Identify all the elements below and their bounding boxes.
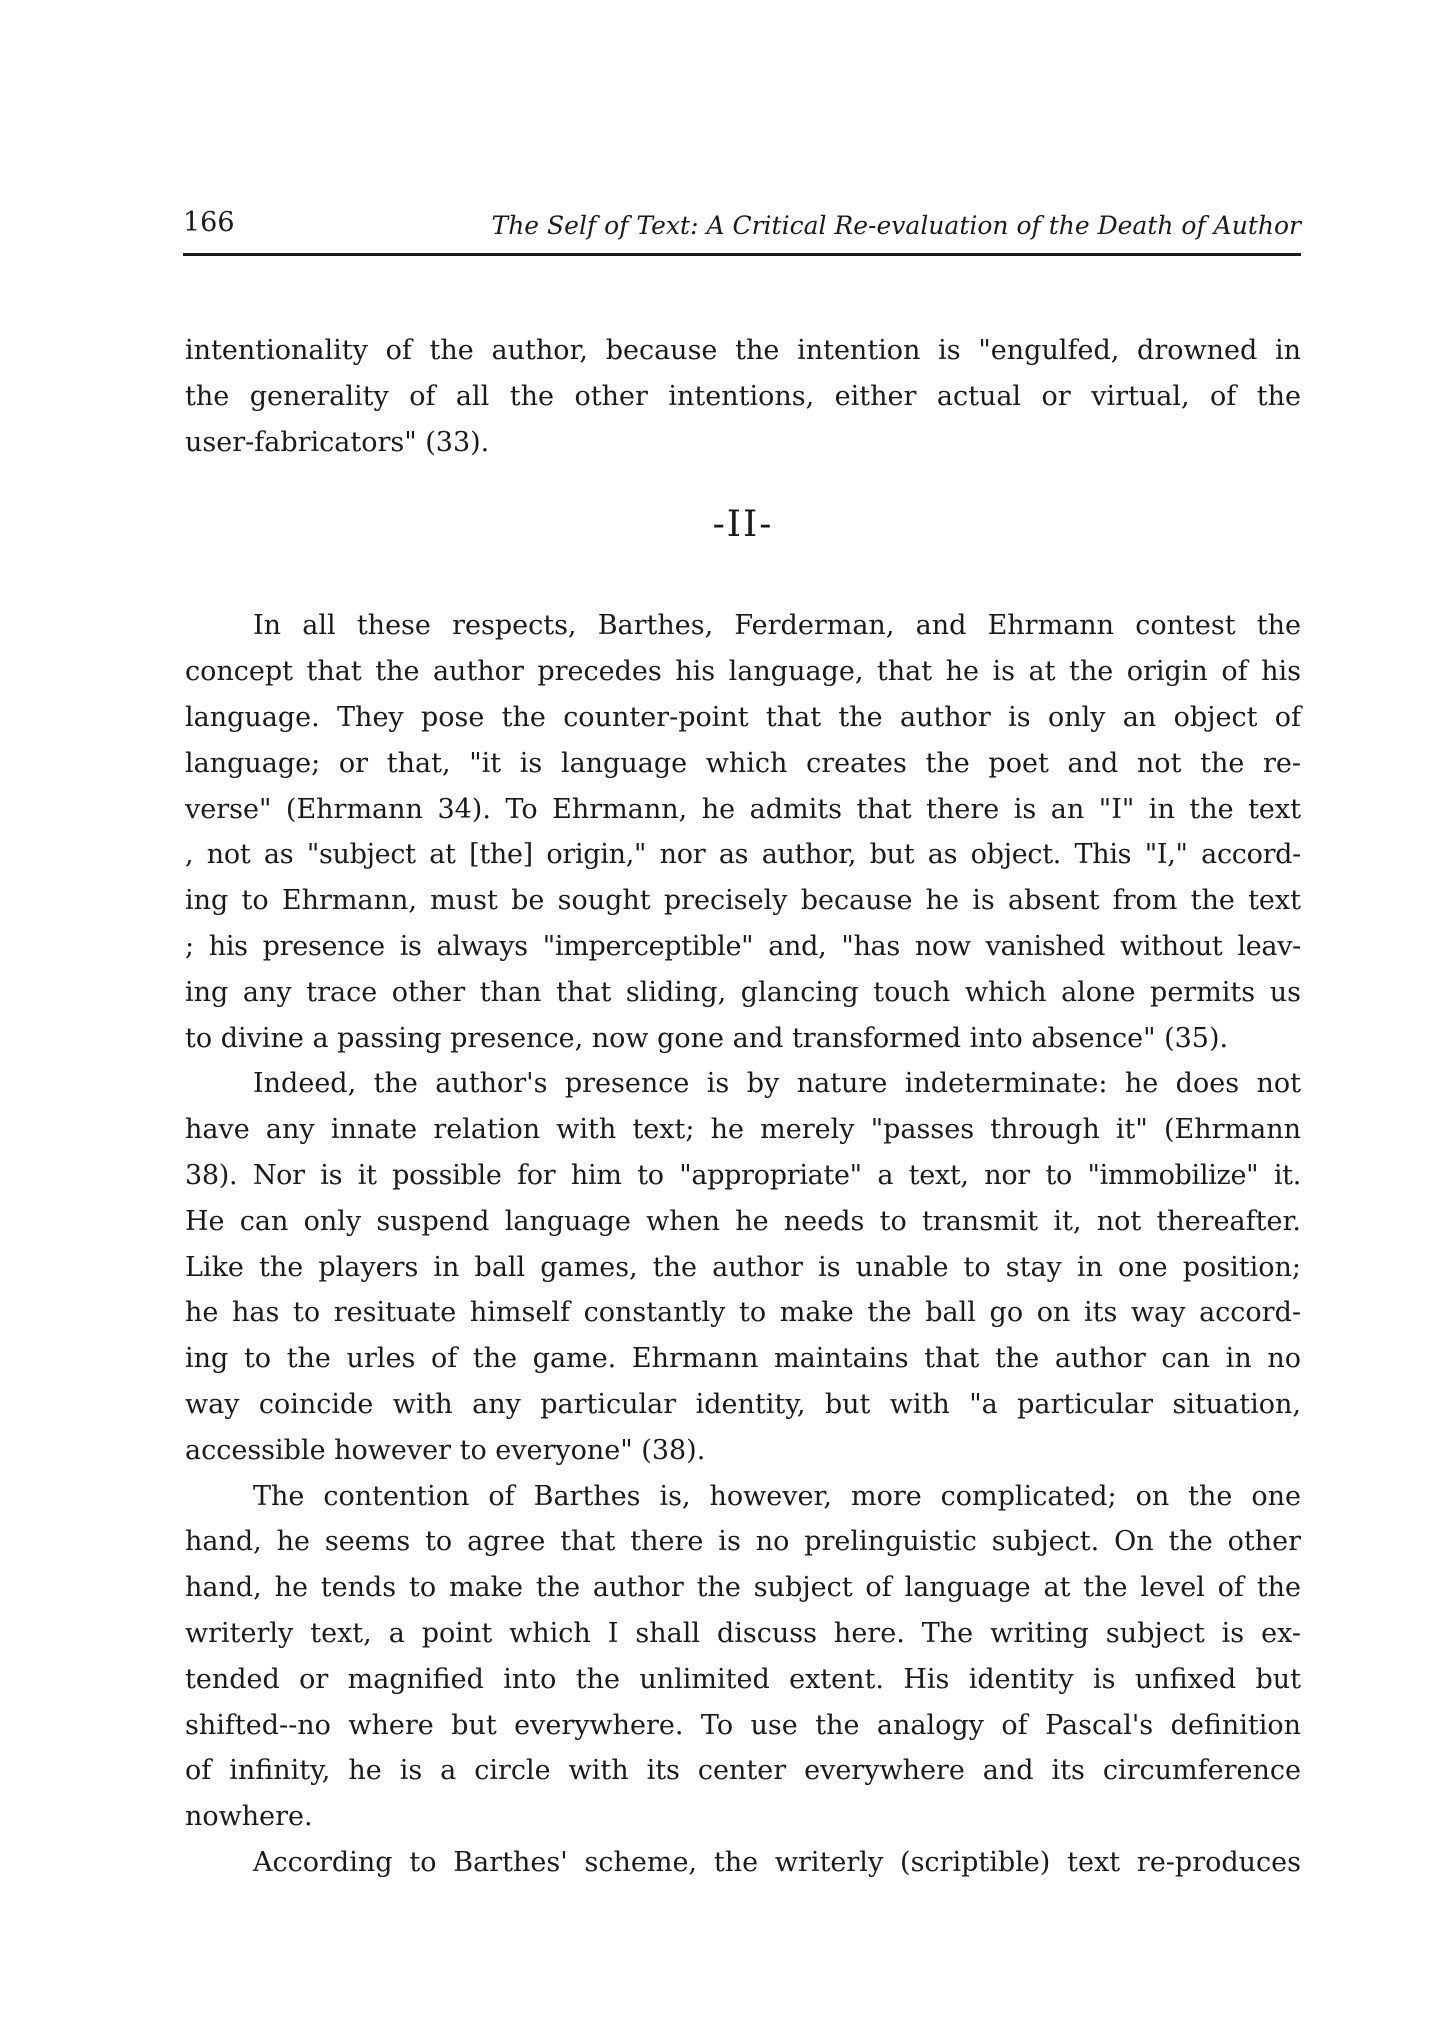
text-line: The contention of Barthes is, however, more complicated; on the one	[253, 1480, 1301, 1512]
running-title: The Self of Text: A Critical Re-evaluation of the Death of Author	[491, 211, 1301, 240]
paragraph	[185, 1474, 1301, 1840]
text-line: accessible however to everyone" (38).	[185, 1434, 706, 1466]
text-line: hand, he seems to agree that there is no prelinguistic subject. On the other	[185, 1526, 1301, 1558]
text-line: shifted--no where but everywhere. To use the analogy of Pascal's definition	[185, 1709, 1301, 1741]
text-line: of infinity, he is a circle with its center everywhere and its circumference	[185, 1755, 1301, 1787]
paragraph	[185, 1061, 1301, 1473]
body-text	[185, 328, 1301, 1886]
text-line: he has to resituate himself constantly to make the ball go on its way accord-	[185, 1297, 1301, 1329]
paragraph	[185, 1840, 1301, 1886]
text-line: 38). Nor is it possible for him to "appropriate" a text, nor to "immobilize" it.	[185, 1159, 1301, 1191]
text-line: user-fabricators" (33).	[185, 426, 490, 458]
text-line: In all these respects, Barthes, Ferderman, and Ehrmann contest the	[253, 610, 1301, 642]
section-heading-block	[185, 465, 1301, 603]
text-line: Like the players in ball games, the author is unable to stay in one position;	[185, 1251, 1301, 1283]
text-line: verse" (Ehrmann 34). To Ehrmann, he admits that there is an "I" in the text	[185, 793, 1301, 825]
running-header	[183, 207, 1301, 256]
text-line: ing any trace other than that sliding, glancing touch which alone permits us	[185, 976, 1301, 1008]
text-line: ing to the urles of the game. Ehrmann maintains that the author can in no	[185, 1343, 1301, 1375]
text-line: way coincide with any particular identity, but with "a particular situation,	[185, 1388, 1301, 1420]
section-heading: -II-	[712, 504, 774, 546]
text-line: have any innate relation with text; he merely "passes through it" (Ehrmann	[185, 1114, 1301, 1146]
text-line: tended or magnified into the unlimited extent. His identity is unfixed but	[185, 1663, 1301, 1695]
text-line: concept that the author precedes his language, that he is at the origin of his	[185, 656, 1301, 688]
text-line: language. They pose the counter-point that the author is only an object of	[185, 701, 1301, 733]
page-number: 166	[183, 207, 235, 238]
text-line: ; his presence is always "imperceptible" and, "has now vanished without leav-	[185, 930, 1301, 962]
text-line: writerly text, a point which I shall discuss here. The writing subject is ex-	[185, 1617, 1301, 1649]
text-line: According to Barthes' scheme, the writerly (scriptible) text re-produces	[253, 1846, 1301, 1878]
paragraph	[185, 603, 1301, 1061]
text-line: language; or that, "it is language which creates the poet and not the re-	[185, 747, 1301, 779]
text-line: , not as "subject at [the] origin," nor as author, but as object. This "I," accord-	[185, 839, 1301, 871]
text-line: intentionality of the author, because the intention is "engulfed, drowned in	[185, 335, 1301, 366]
text-line: to divine a passing presence, now gone and transformed into absence" (35).	[185, 1022, 1229, 1054]
text-line: the generality of all the other intentions, either actual or virtual, of the	[185, 380, 1301, 412]
text-line: hand, he tends to make the author the subject of language at the level of the	[185, 1572, 1301, 1604]
text-line: Indeed, the author's presence is by nature indeterminate: he does not	[253, 1068, 1301, 1100]
text-line: ing to Ehrmann, must be sought precisely because he is absent from the text	[185, 885, 1301, 917]
text-line: nowhere.	[185, 1801, 313, 1833]
paragraph	[185, 328, 1301, 465]
text-line: He can only suspend language when he needs to transmit it, not thereafter.	[185, 1205, 1301, 1237]
